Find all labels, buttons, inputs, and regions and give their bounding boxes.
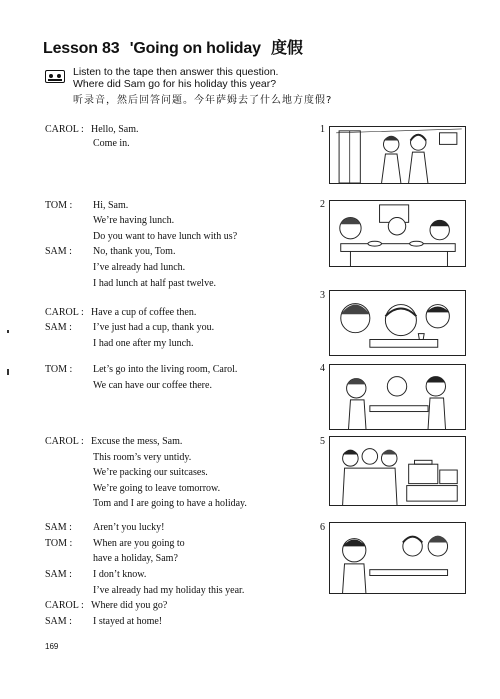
margin-mark — [7, 330, 9, 333]
speaker-label: SAM : — [45, 522, 72, 533]
illustration-lunch-table — [329, 200, 466, 267]
cassette-tape-icon — [45, 70, 65, 83]
dialogue-line: Aren’t you lucky! — [93, 522, 165, 533]
dialogue-line: I’ve just had a cup, thank you. — [93, 322, 215, 333]
speaker-label: SAM : — [45, 322, 72, 333]
instructions-chinese: 听录音，然后回答问题。今年萨姆去了什么地方度假? — [73, 95, 333, 106]
picture-number: 2 — [320, 199, 325, 210]
dialogue-line: We’re going to leave tomorrow. — [93, 483, 221, 494]
dialogue-line: Hi, Sam. — [93, 200, 129, 211]
dialogue-line: Hello, Sam. — [91, 124, 139, 135]
dialogue-line: Let’s go into the living room, Carol. — [93, 364, 238, 375]
dialogue-line: I don’t know. — [93, 569, 147, 580]
illustration-packing-suitcases — [329, 436, 466, 506]
dialogue-line: Tom and I are going to have a holiday. — [93, 498, 247, 509]
speaker-label: SAM : — [45, 569, 72, 580]
illustration-coffee-offer — [329, 290, 466, 356]
dialogue-line: Do you want to have lunch with us? — [93, 231, 238, 242]
dialogue-line: I’ve already had my holiday this year. — [93, 585, 245, 596]
dialogue-line: No, thank you, Tom. — [93, 246, 176, 257]
dialogue-line: I’ve already had lunch. — [93, 262, 186, 273]
speaker-label: CAROL : — [45, 124, 84, 135]
speaker-label: CAROL : — [45, 600, 84, 611]
speaker-label: SAM : — [45, 616, 72, 627]
instruction-line-1: Listen to the tape then answer this question. — [73, 66, 279, 78]
dialogue-line: I had one after my lunch. — [93, 338, 194, 349]
dialogue-line: I had lunch at half past twelve. — [93, 278, 217, 289]
speaker-label: CAROL : — [45, 307, 84, 318]
illustration-living-room — [329, 364, 466, 430]
speaker-label: TOM : — [45, 538, 73, 549]
speaker-label: TOM : — [45, 364, 73, 375]
dialogue-line: Where did you go? — [91, 600, 168, 611]
illustration-door-greeting — [329, 126, 466, 184]
dialogue-line: Excuse the mess, Sam. — [91, 436, 183, 447]
picture-number: 4 — [320, 363, 325, 374]
dialogue-line: have a holiday, Sam? — [93, 553, 178, 564]
speaker-label: SAM : — [45, 246, 72, 257]
dialogue-line: We can have our coffee there. — [93, 380, 212, 391]
dialogue-line: We’re having lunch. — [93, 215, 175, 226]
margin-mark — [7, 369, 9, 375]
dialogue-line: We’re packing our suitcases. — [93, 467, 208, 478]
instruction-line-2: Where did Sam go for his holiday this year? — [73, 78, 277, 90]
dialogue-line: I stayed at home! — [93, 616, 163, 627]
picture-number: 1 — [320, 124, 325, 135]
dialogue-line: Have a cup of coffee then. — [91, 307, 197, 318]
dialogue-line: When are you going to — [93, 538, 185, 549]
page-number: 169 — [45, 642, 59, 651]
instructions-english — [73, 66, 278, 90]
dialogue-line: This room’s very untidy. — [93, 452, 192, 463]
lesson-topic: 'Going on holiday — [129, 40, 261, 57]
dialogue-line: Come in. — [93, 138, 130, 149]
lesson-topic-chinese: 度假 — [271, 38, 303, 57]
speaker-label: CAROL : — [45, 436, 84, 447]
lesson-title — [43, 35, 303, 58]
picture-number: 6 — [320, 522, 325, 533]
picture-number: 3 — [320, 290, 325, 301]
speaker-label: TOM : — [45, 200, 73, 211]
picture-number: 5 — [320, 436, 325, 447]
illustration-holiday-talk — [329, 522, 466, 594]
lesson-number: Lesson 83 — [43, 40, 120, 57]
